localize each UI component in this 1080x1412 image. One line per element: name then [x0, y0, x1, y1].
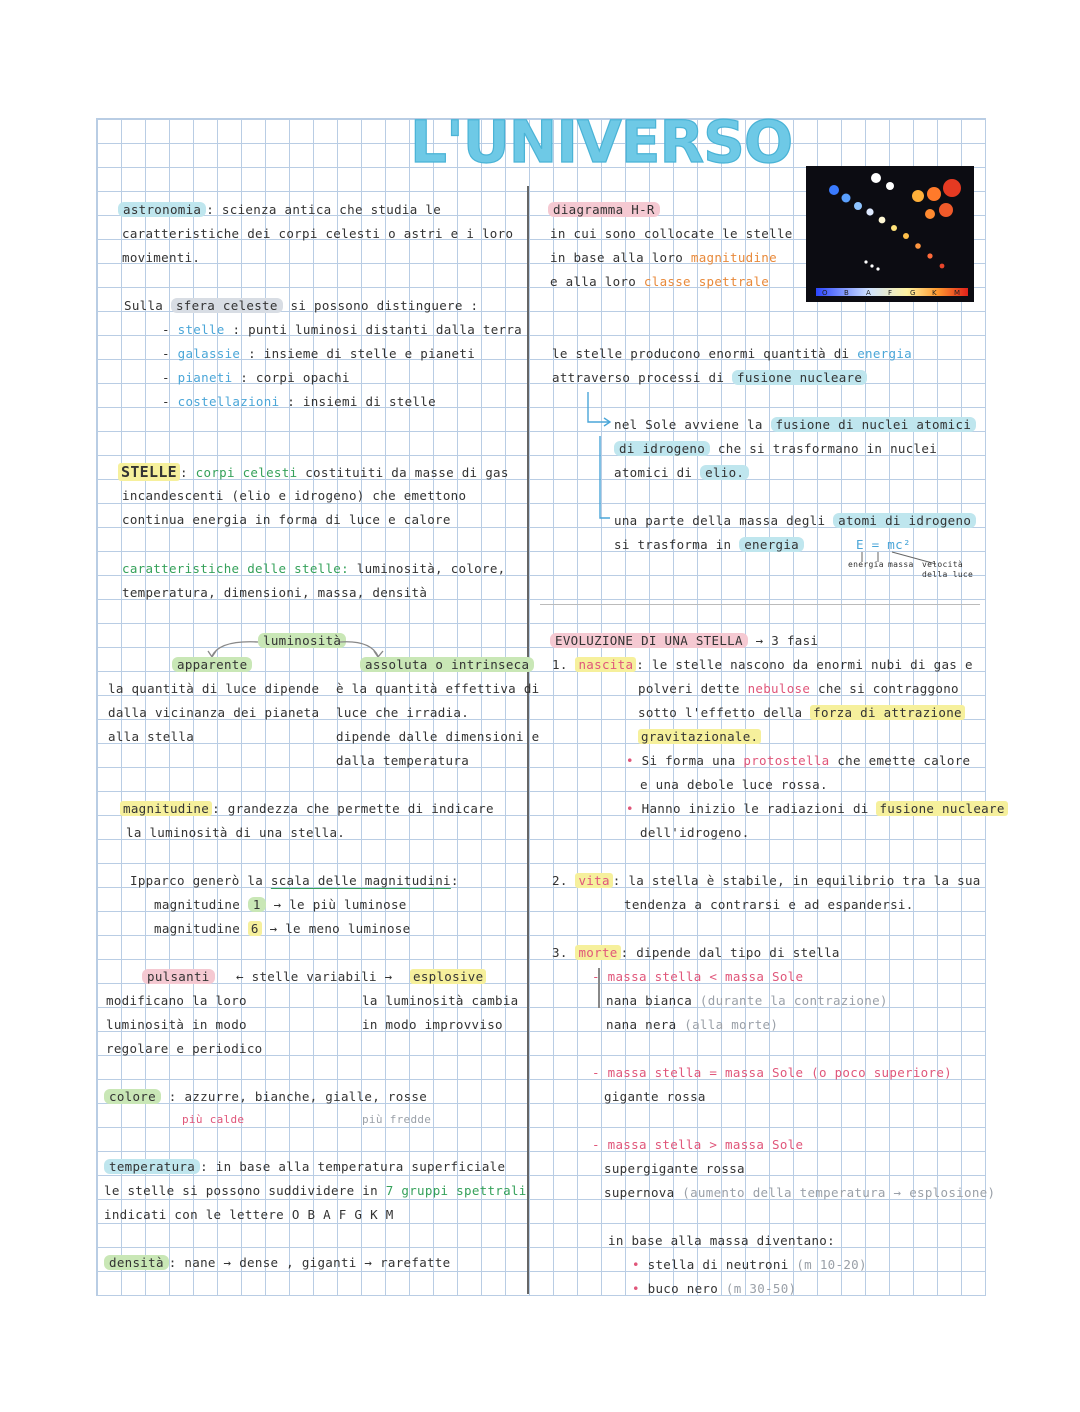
fusione-line2: di idrogeno che si trasformano in nuclei [614, 437, 937, 461]
densita-line: densità : nane → dense , giganti → rarefatte [104, 1251, 451, 1275]
case3-a: supergigante rossa [604, 1161, 745, 1176]
temperatura-line2: le stelle si possono suddividere in 7 gruppi spettrali [104, 1183, 527, 1198]
colore-line: colore : azzurre, bianche, gialle, rosse [104, 1085, 427, 1109]
evoluzione-term: EVOLUZIONE DI UNA STELLA [550, 633, 748, 648]
ipparco-line: Ipparco generò la scala delle magnitudini: [130, 873, 459, 888]
stelle-line2: incandescenti (elio e idrogeno) che emettono [122, 488, 467, 503]
assoluta-line: dipende dalle dimensioni e [336, 729, 540, 744]
pulsanti-line: luminosità in modo [106, 1017, 247, 1032]
apparente-line: la quantità di luce dipende [108, 681, 320, 696]
case2-label: - massa stella = massa Sole (o poco superiore) [592, 1065, 952, 1080]
nascita-line3: sotto l'effetto della forza di attrazione [638, 701, 965, 725]
spectral-letter: O [822, 289, 828, 297]
nascita-bullet2-line2: dell'idrogeno. [640, 825, 750, 840]
list-item: - stelle : punti luminosi distanti dalla terra [162, 322, 523, 337]
diagramma-line3: e alla loro classe spettrale [550, 274, 770, 289]
stelle-term: STELLE [118, 463, 180, 481]
pulsanti-line: modificano la loro [106, 993, 247, 1008]
spectral-letter: F [888, 289, 893, 297]
calde-label: più calde [182, 1113, 245, 1126]
esplosive-line: la luminosità cambia [362, 993, 519, 1008]
temperatura-line3: indicati con le lettere O B A F G K M [104, 1207, 394, 1222]
formula-label-massa: massa [888, 560, 914, 569]
energia-line1: le stelle producono enormi quantità di energia [552, 346, 912, 361]
astronomia-line2: caratteristiche dei corpi celesti o astri e i loro [122, 226, 514, 241]
nascita-bullet1-line2: e una debole luce rossa. [640, 777, 828, 792]
nascita-line4: gravitazionale. [638, 725, 761, 749]
morte-line: 3. morte : dipende dal tipo di stella [552, 945, 840, 960]
assoluta-line: luce che irradia. [336, 705, 470, 720]
nascita-term: nascita [575, 657, 636, 672]
assoluta-line: dalla temperatura [336, 753, 470, 768]
nascita-line1: 1. nascita : le stelle nascono da enormi nubi di gas e [552, 657, 973, 672]
morte-term: morte [575, 945, 620, 960]
sfera-term: sfera celeste [171, 298, 283, 313]
magnitudine-1-line: magnitudine 1 → le più luminose [154, 897, 407, 912]
apparente-label: apparente [172, 657, 252, 672]
apparente-line: dalla vicinanza dei pianeta [108, 705, 320, 720]
case1-a: nana bianca (durante la contrazione) [606, 993, 888, 1008]
massa-line2: si trasforma in energia [614, 533, 804, 557]
magnitudine-6-line: magnitudine 6 → le meno luminose [154, 921, 411, 936]
case3-b: supernova (aumento della temperatura → esplosione) [604, 1185, 996, 1200]
formula-label-velocita: velocità della luce [922, 560, 974, 579]
esplosive-label: esplosive [410, 969, 486, 984]
energia-line2: attraverso processi di fusione nucleare [552, 366, 867, 390]
base-line: in base alla massa diventano: [608, 1233, 835, 1248]
vita-term: vita [575, 873, 612, 888]
astronomia-line1: astronomia : scienza antica che studia le [118, 198, 441, 222]
spectral-letter: B [844, 289, 849, 297]
nascita-bullet1: • Si forma una protostella che emette calore [626, 753, 971, 768]
nascita-bullet2: • Hanno inizio le radiazioni di fusione nucleare [626, 797, 1008, 821]
scala-term: scala delle magnitudini [270, 873, 451, 888]
luminosita-term: luminosità [258, 633, 346, 648]
end2-line: • buco nero (m 30-50) [632, 1281, 797, 1296]
vita-line1: 2. vita : la stella è stabile, in equilibrio tra la sua [552, 873, 981, 888]
astronomia-term: astronomia [118, 202, 206, 217]
nascita-line2: polveri dette nebulose che si contraggono [638, 681, 959, 696]
page-title: L'UNIVERSO [410, 108, 793, 176]
hr-diagram-graphic [806, 166, 974, 302]
temperatura-term: temperatura [104, 1159, 200, 1174]
end1-line: • stella di neutroni (m 10-20) [632, 1257, 867, 1272]
massa-line1: una parte della massa degli atomi di idrogeno [614, 509, 976, 533]
caratteristiche-line1: caratteristiche delle stelle: luminosità, colore, [122, 561, 506, 576]
pulsanti-label: pulsanti [142, 969, 215, 984]
section-divider [540, 604, 980, 605]
evoluzione-line: EVOLUZIONE DI UNA STELLA → 3 fasi [550, 629, 818, 653]
fusione-line3: atomici di elio. [614, 461, 749, 485]
list-item: - costellazioni : insiemi di stelle [162, 394, 436, 409]
assoluta-line: è la quantità effettiva di [336, 681, 540, 696]
esplosive-line: in modo improvviso [362, 1017, 503, 1032]
case1-label: - massa stella < massa Sole [592, 969, 804, 984]
fusione-line1: nel Sole avviene la fusione di nuclei atomici [614, 413, 976, 437]
colore-term: colore [104, 1089, 161, 1104]
hr-diagram-image [806, 166, 974, 302]
spectral-letter: M [954, 289, 961, 297]
stelle-variabili-label: ← stelle variabili → [236, 969, 393, 984]
pulsanti-line: regolare e periodico [106, 1041, 263, 1056]
spectral-letter: K [932, 289, 937, 297]
case3-label: - massa stella > massa Sole [592, 1137, 804, 1152]
case1-b: nana nera (alla morte) [606, 1017, 779, 1032]
stelle-line1: STELLE : corpi celesti costituiti da masse di gas [118, 460, 509, 485]
list-item: - galassie : insieme di stelle e pianeti [162, 346, 476, 361]
diagramma-term: diagramma H-R [548, 202, 660, 217]
sfera-line: Sulla sfera celeste si possono distinguere : [124, 298, 479, 313]
astronomia-line3: movimenti. [122, 250, 201, 265]
magnitudine-line1: magnitudine : grandezza che permette di indicare [120, 797, 494, 821]
apparente-line: alla stella [108, 729, 195, 744]
formula: E = mc² [856, 537, 911, 552]
diagramma-line1: in cui sono collocate le stelle [550, 226, 793, 241]
formula-label-energia: energia [848, 560, 884, 569]
spectral-letter: G [910, 289, 916, 297]
case2-a: gigante rossa [604, 1089, 706, 1104]
fredde-label: più fredde [362, 1113, 432, 1126]
caratteristiche-line2: temperatura, dimensioni, massa, densità [122, 585, 428, 600]
magnitudine-line2: la luminosità di una stella. [126, 825, 346, 840]
list-item: - pianeti : corpi opachi [162, 370, 350, 385]
densita-term: densità [104, 1255, 169, 1270]
temperatura-line1: temperatura : in base alla temperatura superficiale [104, 1155, 505, 1179]
stelle-line3: continua energia in forma di luce e calore [122, 512, 451, 527]
vita-line2: tendenza a contrarsi e ad espandersi. [624, 897, 914, 912]
diagramma-line2: in base alla loro magnitudine [550, 250, 777, 265]
magnitudine-term: magnitudine [120, 801, 212, 816]
assoluta-label: assoluta o intrinseca [360, 657, 534, 672]
spectral-letter: A [866, 289, 871, 297]
